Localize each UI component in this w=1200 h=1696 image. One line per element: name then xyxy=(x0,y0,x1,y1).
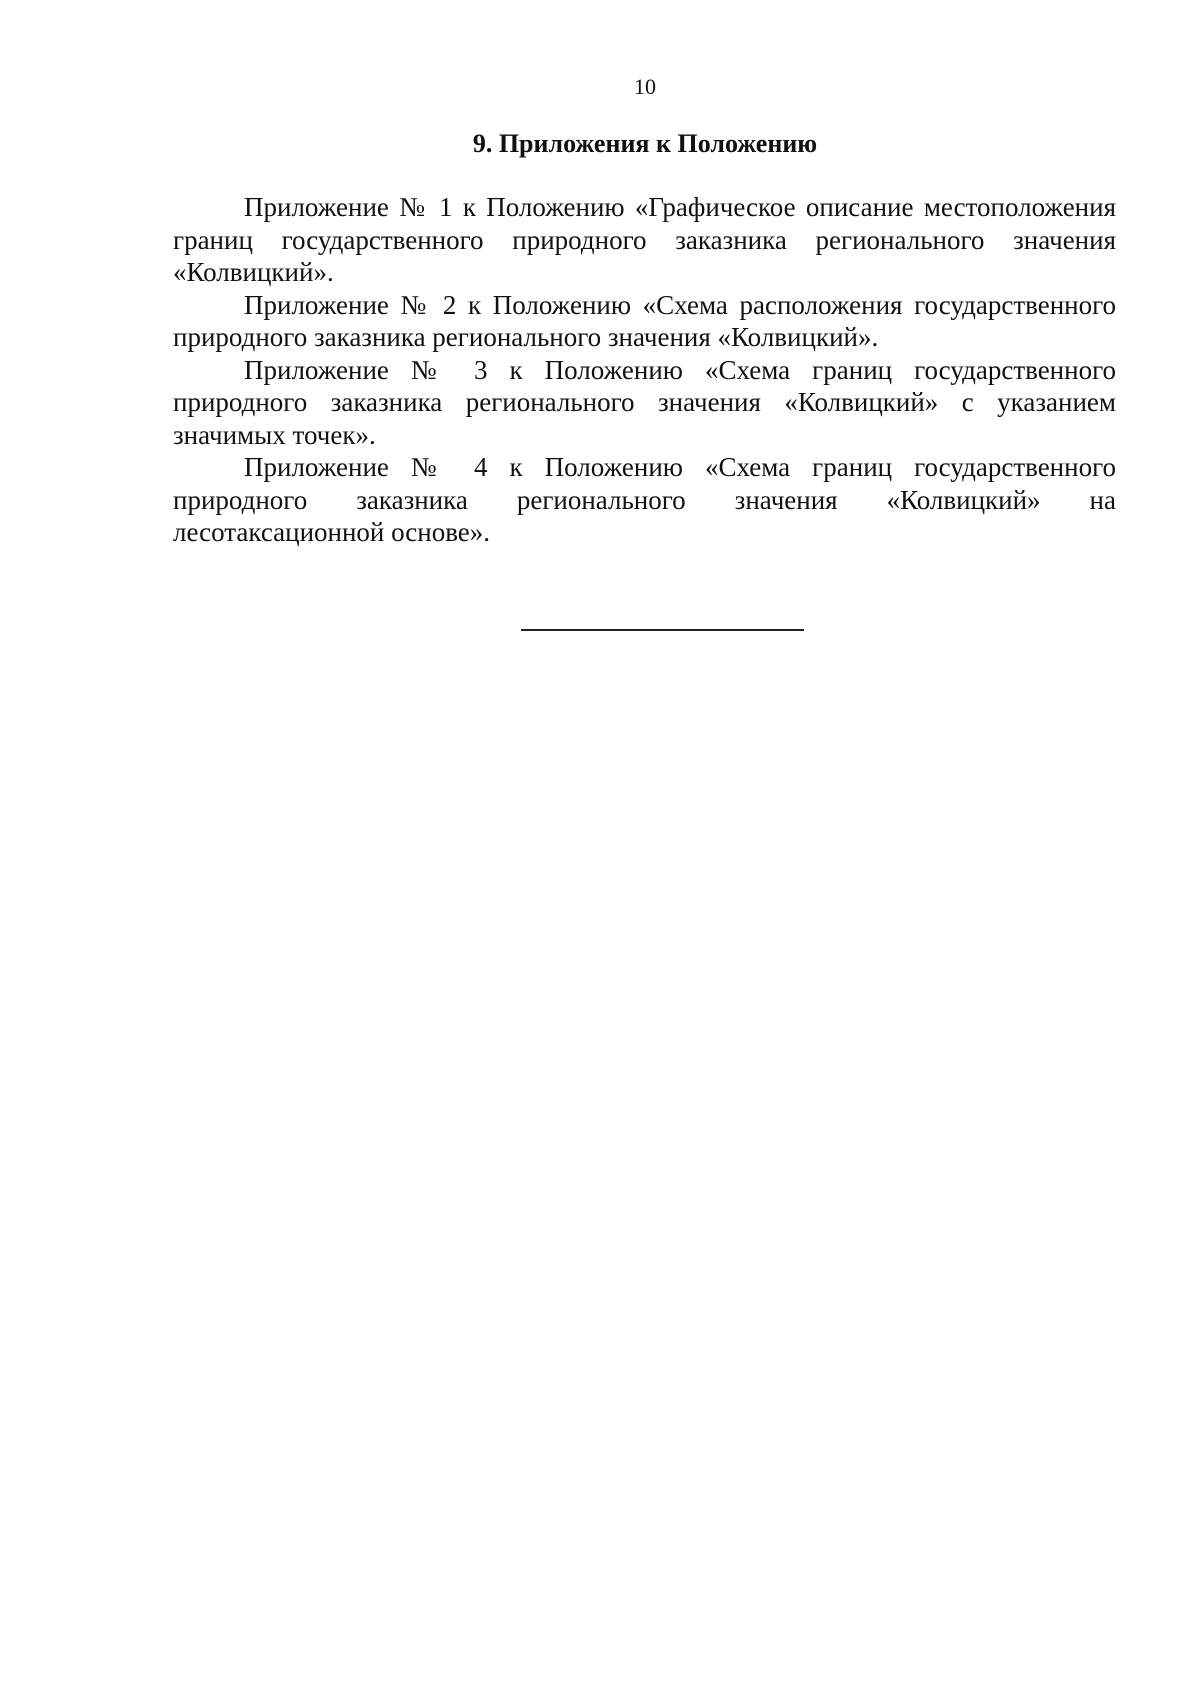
appendix-paragraph-3: Приложение № 3 к Положению «Схема границ государственного природного заказника регионального значения «Колвицкий» с указанием значимых точек». xyxy=(173,354,1116,450)
appendix-paragraph-2: Приложение № 2 к Положению «Схема расположения государственного природного заказника регионального значения «Колвицкий». xyxy=(173,289,1116,352)
closing-divider xyxy=(521,629,804,631)
appendix-paragraph-4: Приложение № 4 к Положению «Схема границ государственного природного заказника регионального значения «Колвицкий» на лесотаксационной основе». xyxy=(173,452,1116,547)
section-title: 9. Приложения к Положению xyxy=(472,129,818,158)
appendix-list xyxy=(173,191,1116,549)
page-number: 10 xyxy=(634,74,656,99)
appendix-paragraph-1: Приложение № 1 к Положению «Графическое описание местоположения границ государственного природного заказника регионального значения «Колвицкий». xyxy=(173,192,1116,287)
